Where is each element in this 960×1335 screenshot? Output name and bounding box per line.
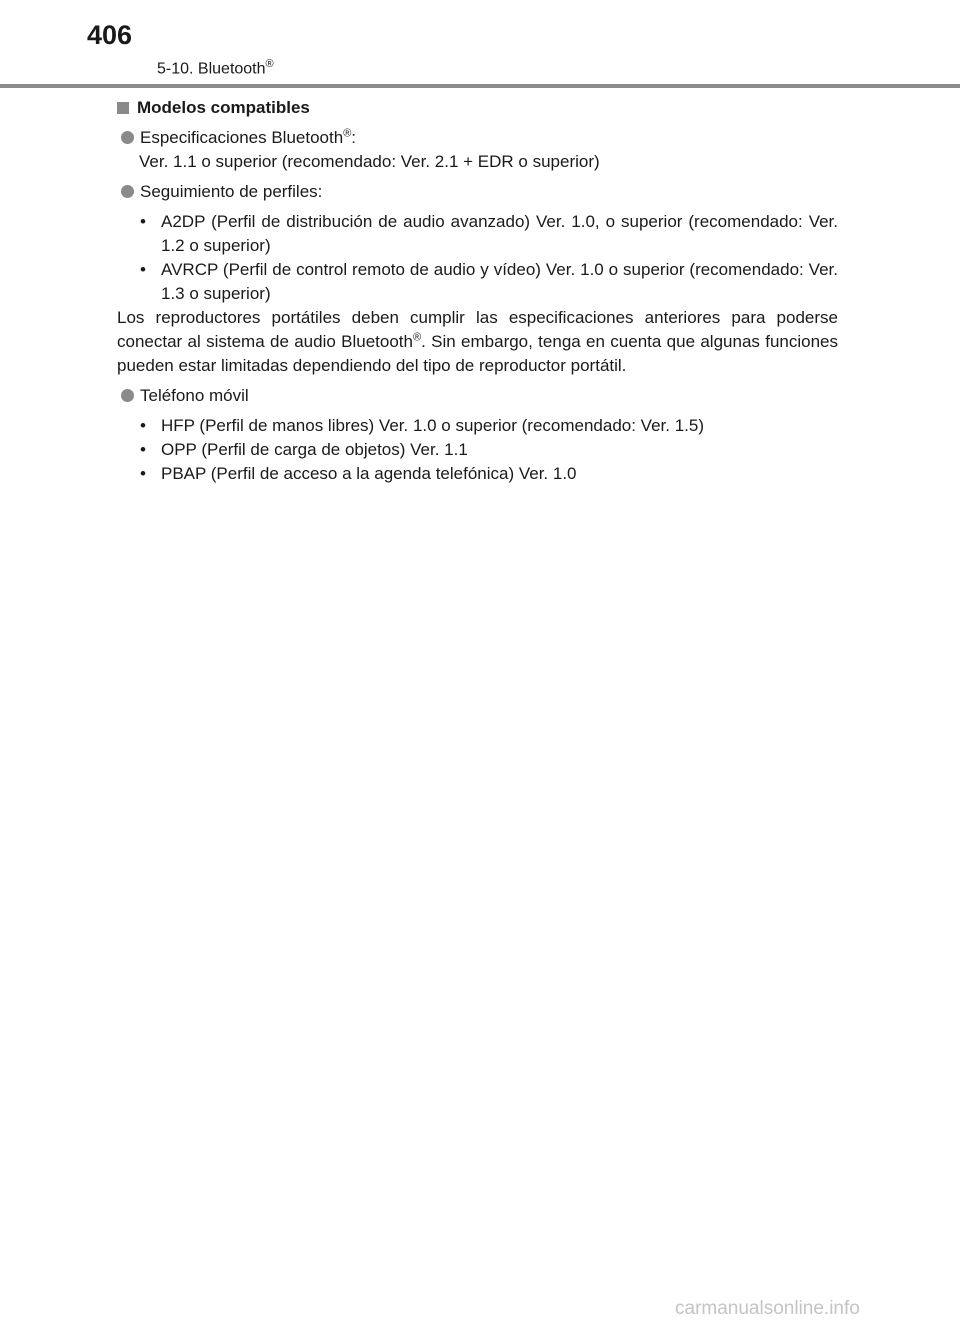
bullet-dot-icon: • [140,440,146,459]
phone-label: Teléfono móvil [140,386,249,405]
list-item: • HFP (Perfil de manos libres) Ver. 1.0 o superior (recomendado: Ver. 1.5) [117,414,838,438]
bullet-dot-icon: • [140,464,146,483]
page-content [117,96,838,486]
bullet-dot-icon: • [140,212,146,231]
header-rule [0,84,960,88]
section-title-text: 5-10. Bluetooth [157,60,266,78]
profiles-label: Seguimiento de perfiles: [140,182,323,201]
list-item: • AVRCP (Perfil de control remoto de audio y vídeo) Ver. 1.0 o superior (recomendado: Ver. 1.3 o superior) [117,258,838,306]
phone-item [117,384,838,408]
page-number: 406 [87,20,133,50]
spec-label: Especificaciones Bluetooth [140,128,344,147]
circle-bullet-icon [121,185,134,198]
square-bullet-icon [117,102,129,114]
bullet-dot-icon: • [140,260,146,279]
section-title [157,54,274,79]
registered-mark: ® [265,58,274,70]
circle-bullet-icon [121,389,134,402]
list-item: • OPP (Perfil de carga de objetos) Ver. 1.1 [117,438,838,462]
profiles-list [117,210,838,306]
spec-suffix: : [351,128,357,147]
registered-mark: ® [343,127,352,140]
spec-item [117,126,838,150]
list-item: • A2DP (Perfil de distribución de audio avanzado) Ver. 1.0, o superior (recomendado: Ver. 1.2 o superior) [117,210,838,258]
bullet-dot-icon: • [140,416,146,435]
section-heading [117,96,838,120]
watermark: carmanualsonline.info [675,1298,860,1319]
heading-text: Modelos compatibles [137,98,310,117]
phone-list [117,414,838,486]
note-paragraph: Los reproductores portátiles deben cumplir las especificaciones anteriores para poderse conectar al sistema de audio Bluetooth®. Sin embargo, tenga en cuenta que algunas funciones pueden estar limitadas dependiendo del tipo de reproductor portátil. [117,308,838,375]
spec-detail: Ver. 1.1 o superior (recomendado: Ver. 2.1 + EDR o superior) [139,152,600,171]
registered-mark: ® [412,331,422,344]
profiles-item [117,180,838,204]
circle-bullet-icon [121,131,134,144]
list-item: • PBAP (Perfil de acceso a la agenda telefónica) Ver. 1.0 [117,462,838,486]
